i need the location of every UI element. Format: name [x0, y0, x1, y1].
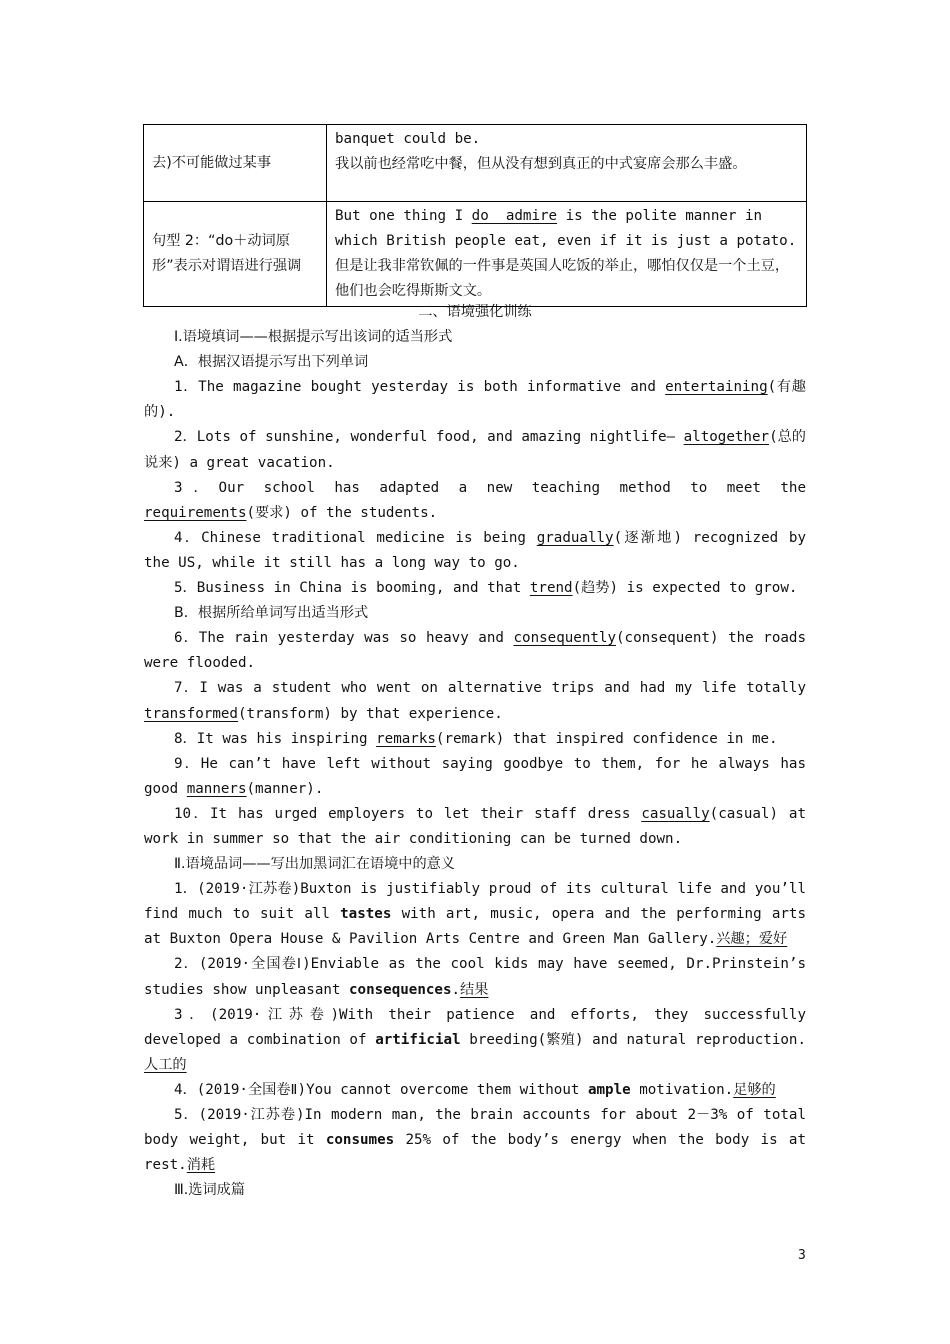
answer: trend — [529, 580, 573, 597]
exercise-item: 3．(2019·江苏卷)With their patience and efforts, they successfully developed a combination of artificial breeding(繁殖) and natural reproduction.人工的 — [144, 1006, 806, 1073]
table-cell-pattern: 句型 2：“do＋动词原形”表示对谓语进行强调 — [144, 202, 327, 307]
answer: requirements — [144, 504, 247, 521]
bold-word: consumes — [325, 1132, 395, 1149]
exercise-item: 2．Lots of sunshine, wonderful food, and amazing nightlife— altogether(总的说来) a great vacation. — [144, 429, 806, 471]
exercise-item: 1．The magazine bought yesterday is both informative and entertaining(有趣的). — [144, 379, 806, 421]
part3-title: Ⅲ.选词成篇 — [174, 1182, 246, 1199]
answer: 兴趣；爱好 — [716, 931, 788, 948]
section-title: 二、语境强化训练 — [418, 304, 532, 320]
answer: entertaining — [665, 379, 768, 396]
exercise-item: 5．Business in China is booming, and that trend(趋势) is expected to grow. — [174, 580, 798, 597]
exercise-item: 8．It was his inspiring remarks(remark) that inspired confidence in me. — [174, 730, 778, 747]
table-cell-pattern: 去)不可能做过某事 — [144, 125, 327, 202]
part1-b-title: B．根据所给单词写出适当形式 — [174, 605, 369, 622]
answer: remarks — [376, 730, 436, 747]
exercise-item: 6．The rain yesterday was so heavy and consequently(consequent) the roads were flooded. — [144, 630, 806, 672]
table-row — [144, 202, 807, 307]
exercise-item: 4．Chinese traditional medicine is being gradually(逐渐地) recognized by the US, while it still has a long way to go. — [144, 529, 806, 571]
answer: 消耗 — [186, 1157, 216, 1174]
answer: gradually — [536, 529, 614, 546]
exercise-item: 10．It has urged employers to let their staff dress casually(casual) at work in summer so that the air conditioning can be turned down. — [144, 805, 806, 847]
answer: consequently — [513, 630, 617, 647]
exercise-item: 3．Our school has adapted a new teaching method to meet the requirements(要求) of the students. — [144, 479, 806, 521]
part2-title: Ⅱ.语境品词——写出加黑词汇在语境中的意义 — [174, 856, 456, 873]
bold-word: tastes — [340, 906, 392, 923]
exercise-item: 5．(2019·江苏卷)In modern man, the brain accounts for about 2－3% of total body weight, but it consumes 25% of the body’s energy when the body is at rest.消耗 — [144, 1107, 806, 1174]
table-row — [144, 125, 807, 202]
table-cell-example — [327, 125, 807, 202]
bold-word: artificial — [375, 1031, 461, 1048]
answer: altogether — [683, 429, 770, 446]
answer: 结果 — [460, 981, 489, 998]
example-cn: 我以前也经常吃中餐，但从没有想到真正的中式宴席会那么丰盛。 — [335, 156, 747, 172]
part1-title: Ⅰ.语境填词——根据提示写出该词的适当形式 — [174, 329, 453, 346]
answer: transformed — [144, 705, 238, 722]
exercise-item: 2．(2019·全国卷Ⅰ)Enviable as the cool kids may have seemed, Dr.Prinstein’s studies show unpleasant consequences.结果 — [144, 956, 806, 998]
bold-word: consequences — [349, 981, 452, 998]
answer: 足够的 — [733, 1081, 776, 1098]
grammar-table — [143, 124, 807, 307]
exercise-item: 7．I was a student who went on alternative trips and had my life totally transformed(transform) by that experience. — [144, 680, 806, 722]
answer: casually — [641, 805, 710, 822]
example-underline: do admire — [471, 208, 558, 224]
example-text: is the polite manner in which British people eat, even if it is just a potato. — [335, 208, 797, 249]
exercise-item: 4．(2019·全国卷Ⅱ)You cannot overcome them without ample motivation.足够的 — [174, 1081, 776, 1098]
answer: manners — [186, 780, 247, 797]
example-cn: 但是让我非常钦佩的一件事是英国人吃饭的举止，哪怕仅仅是一个土豆，他们也会吃得斯斯文文。 — [335, 258, 790, 299]
example-en — [335, 204, 798, 254]
example-en: banquet could be. — [335, 131, 481, 147]
bold-word: ample — [587, 1081, 631, 1098]
exercise-body — [144, 300, 806, 1203]
example-text: But one thing I — [335, 208, 472, 224]
exercise-item: 1．(2019·江苏卷)Buxton is justifiably proud of its cultural life and you’ll find much to suit all tastes with art, music, opera and the performing arts at Buxton Opera House & Pavilion Arts Centre and Green Man Gallery.兴趣；爱好 — [144, 881, 806, 948]
part1-a-title: A．根据汉语提示写出下列单词 — [174, 354, 369, 371]
table-cell-example — [327, 202, 807, 307]
exercise-item: 9．He can’t have left without saying goodbye to them, for he always has good manners(manner). — [144, 755, 806, 797]
page-number: 3 — [798, 1248, 806, 1263]
answer: 人工的 — [144, 1056, 187, 1073]
